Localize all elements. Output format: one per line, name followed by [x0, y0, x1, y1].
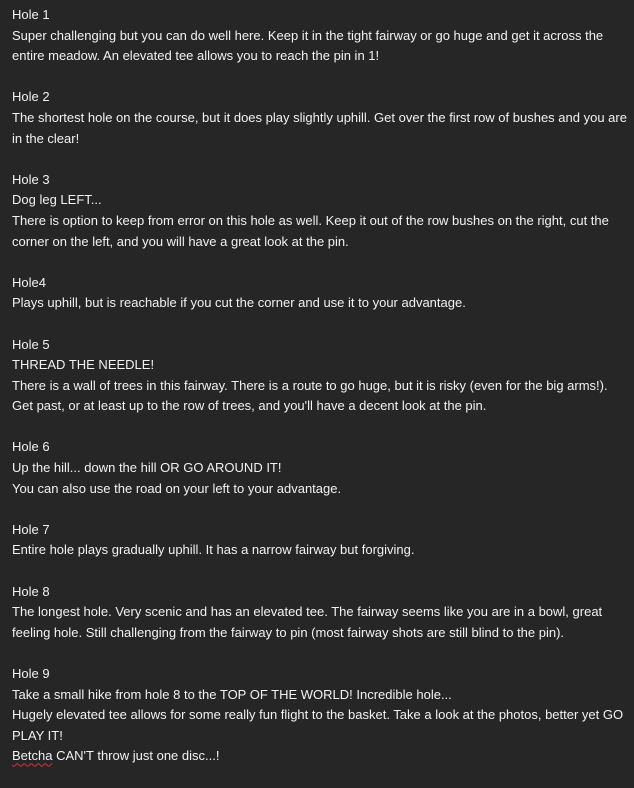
hole-title: Hole 2 — [12, 89, 50, 105]
hole-tagline: Take a small hike from hole 8 to the TOP OF THE WORLD! Incredible hole... — [12, 686, 452, 702]
hole-description: Plays uphill, but is reachable if you cut the corner and use it to your advantage. — [12, 295, 466, 311]
hole-section-1 — [12, 5, 632, 67]
hole-title: Hole 6 — [12, 439, 50, 455]
hole-title: Hole 9 — [12, 666, 50, 681]
hole-section-3 — [12, 170, 632, 252]
hole-section-7 — [12, 520, 632, 561]
document-body — [12, 5, 632, 788]
hole-title: Hole 7 — [12, 521, 50, 537]
hole-title: Hole 8 — [12, 583, 50, 599]
spellcheck-flagged-word[interactable]: Betcha — [12, 748, 53, 764]
hole-title: Hole 5 — [12, 336, 50, 352]
hole-section-4 — [12, 273, 632, 314]
hole-description: Hugely elevated tee allows for some really fun flight to the basket. Take a look at the photos, better yet GO PLAY IT! — [12, 707, 624, 743]
hole-section-9 — [12, 664, 632, 767]
hole-title: Hole 1 — [12, 7, 50, 22]
hole-title: Hole4 — [12, 274, 46, 290]
hole-description: The longest hole. Very scenic and has an elevated tee. The fairway seems like you are in a bowl, great feeling hole. Still challenging from the fairway to pin (most fairway shots are still blind to the pin). — [12, 604, 603, 640]
hole-section-6 — [12, 437, 632, 499]
hole-description: You can also use the road on your left to your advantage. — [12, 480, 342, 496]
hole-closing-line — [12, 746, 632, 767]
hole-tagline: Dog leg LEFT... — [12, 192, 102, 208]
hole-description: There is a wall of trees in this fairway. There is a route to go huge, but it is risky (even for the big arms!). Get past, or at least up to the row of trees, and you'll have a decent look at the pin. — [12, 377, 608, 414]
hole-section-5 — [12, 335, 632, 417]
hole-tagline: THREAD THE NEEDLE! — [12, 357, 155, 373]
hole-title: Hole 3 — [12, 171, 50, 187]
hole-description: There is option to keep from error on this hole as well. Keep it out of the row bushes on the right, cut the corner on the left, and you will have a great look at the pin. — [12, 212, 609, 249]
hole-description: Entire hole plays gradually uphill. It has a narrow fairway but forgiving. — [12, 542, 415, 558]
hole-description: Super challenging but you can do well here. Keep it in the tight fairway or go huge and get it across the entire meadow. An elevated tee allows you to reach the pin in 1! — [12, 27, 604, 64]
hole-description: The shortest hole on the course, but it does play slightly uphill. Get over the first row of bushes and you are in the clear! — [12, 109, 627, 146]
hole-section-2 — [12, 87, 632, 149]
hole-section-8 — [12, 582, 632, 644]
closing-line-text: CAN'T throw just one disc...! — [52, 748, 220, 764]
hole-tagline: Up the hill... down the hill OR GO AROUND IT! — [12, 460, 282, 476]
